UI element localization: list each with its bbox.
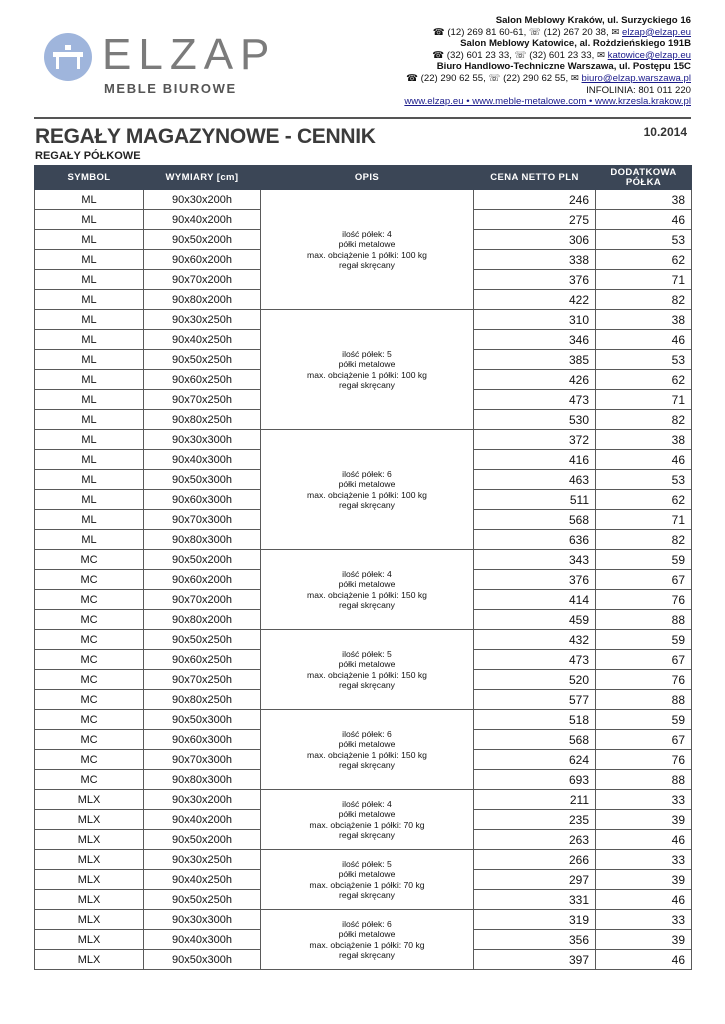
logo-wordmark: ELZAP [102, 30, 277, 79]
table-row [35, 790, 692, 810]
cell-dimensions: 90x60x300h [144, 730, 261, 750]
cell-net-price: 385 [474, 350, 596, 370]
cell-dimensions: 90x40x250h [144, 870, 261, 890]
cell-net-price: 266 [474, 850, 596, 870]
table-row [35, 190, 692, 210]
contact-text: ☎ (22) 290 62 55, ☏ (22) 290 62 55, ✉ [406, 72, 582, 84]
cell-symbol: MLX [35, 950, 144, 970]
cell-description [261, 630, 474, 710]
cell-symbol: MC [35, 590, 144, 610]
price-table [34, 165, 692, 970]
cell-dimensions: 90x50x200h [144, 830, 261, 850]
cell-symbol: MC [35, 670, 144, 690]
cell-net-price: 414 [474, 590, 596, 610]
cell-dimensions: 90x30x200h [144, 190, 261, 210]
cell-symbol: MC [35, 550, 144, 570]
cell-symbol: MC [35, 690, 144, 710]
cell-symbol: ML [35, 230, 144, 250]
cell-dimensions: 90x50x200h [144, 230, 261, 250]
cell-extra-shelf-price: 38 [596, 190, 692, 210]
section-subtitle: REGAŁY PÓŁKOWE [35, 150, 141, 162]
cell-symbol: ML [35, 410, 144, 430]
contact-line [331, 38, 691, 50]
cell-extra-shelf-price: 67 [596, 570, 692, 590]
cell-net-price: 372 [474, 430, 596, 450]
description-line: regał skręcany [339, 380, 395, 390]
cell-net-price: 518 [474, 710, 596, 730]
cell-symbol: MLX [35, 930, 144, 950]
cell-net-price: 422 [474, 290, 596, 310]
cell-net-price: 211 [474, 790, 596, 810]
cell-dimensions: 90x50x300h [144, 470, 261, 490]
table-row [35, 630, 692, 650]
cell-dimensions: 90x50x250h [144, 890, 261, 910]
cell-extra-shelf-price: 88 [596, 610, 692, 630]
table-row [35, 550, 692, 570]
cell-symbol: ML [35, 530, 144, 550]
contact-text: Salon Meblowy Kraków, ul. Surzyckiego 16 [495, 15, 691, 26]
cell-extra-shelf-price: 46 [596, 890, 692, 910]
cell-dimensions: 90x50x250h [144, 350, 261, 370]
description-line: ilość półek: 5 [342, 858, 392, 869]
cell-net-price: 459 [474, 610, 596, 630]
cell-dimensions: 90x80x300h [144, 530, 261, 550]
cell-description [261, 310, 474, 430]
cell-symbol: MLX [35, 830, 144, 850]
description-line: regał skręcany [339, 500, 395, 510]
description-line: max. obciążenie 1 półki: 150 kg [307, 749, 427, 760]
table-row [35, 910, 692, 930]
description-line: półki metalowe [338, 659, 396, 669]
cell-dimensions: 90x60x200h [144, 570, 261, 590]
cell-net-price: 297 [474, 870, 596, 890]
cell-extra-shelf-price: 71 [596, 510, 692, 530]
cell-symbol: MC [35, 710, 144, 730]
cell-net-price: 426 [474, 370, 596, 390]
cell-extra-shelf-price: 76 [596, 670, 692, 690]
cell-net-price: 397 [474, 950, 596, 970]
cell-extra-shelf-price: 62 [596, 250, 692, 270]
description-line: max. obciążenie 1 półki: 100 kg [307, 369, 427, 380]
cell-extra-shelf-price: 88 [596, 770, 692, 790]
cell-net-price: 636 [474, 530, 596, 550]
col-header-net-price: CENA NETTO PLN [474, 166, 596, 190]
contact-link[interactable]: biuro@elzap.warszawa.pl [581, 72, 691, 84]
cell-dimensions: 90x40x300h [144, 450, 261, 470]
cell-extra-shelf-price: 53 [596, 470, 692, 490]
cell-net-price: 306 [474, 230, 596, 250]
cell-symbol: ML [35, 450, 144, 470]
cell-extra-shelf-price: 38 [596, 310, 692, 330]
cell-extra-shelf-price: 33 [596, 850, 692, 870]
cell-net-price: 356 [474, 930, 596, 950]
description-line: półki metalowe [338, 479, 396, 489]
description-line: ilość półek: 6 [342, 918, 392, 929]
description-line: max. obciążenie 1 półki: 150 kg [307, 669, 427, 680]
cell-extra-shelf-price: 46 [596, 330, 692, 350]
cell-dimensions: 90x80x250h [144, 690, 261, 710]
cell-dimensions: 90x40x200h [144, 810, 261, 830]
cell-extra-shelf-price: 33 [596, 790, 692, 810]
description-line: max. obciążenie 1 półki: 70 kg [309, 819, 425, 830]
col-header-symbol: SYMBOL [35, 166, 144, 190]
cell-net-price: 432 [474, 630, 596, 650]
company-logo [44, 30, 277, 101]
cell-extra-shelf-price: 62 [596, 370, 692, 390]
cell-dimensions: 90x60x300h [144, 490, 261, 510]
contact-link[interactable]: www.elzap.eu • www.meble-metalowe.com • www.krzesla.krakow.pl [404, 96, 691, 108]
cell-symbol: ML [35, 270, 144, 290]
cell-net-price: 416 [474, 450, 596, 470]
cell-extra-shelf-price: 82 [596, 410, 692, 430]
cell-dimensions: 90x30x250h [144, 850, 261, 870]
cell-dimensions: 90x50x300h [144, 710, 261, 730]
description-line: regał skręcany [339, 890, 395, 900]
cell-extra-shelf-price: 39 [596, 870, 692, 890]
description-line: max. obciążenie 1 półki: 70 kg [309, 879, 425, 890]
cell-extra-shelf-price: 39 [596, 810, 692, 830]
cell-symbol: ML [35, 350, 144, 370]
contact-text: Salon Meblowy Katowice, al. Rożdzieńskiego 191B [460, 38, 691, 50]
cell-net-price: 331 [474, 890, 596, 910]
cell-net-price: 346 [474, 330, 596, 350]
cell-description [261, 850, 474, 910]
cell-net-price: 263 [474, 830, 596, 850]
cell-extra-shelf-price: 46 [596, 210, 692, 230]
contact-text: ☎ (12) 269 81 60-61, ☏ (12) 267 20 38, ✉ [432, 26, 623, 38]
cell-dimensions: 90x40x300h [144, 930, 261, 950]
logo-desk-icon [44, 33, 92, 81]
cell-net-price: 319 [474, 910, 596, 930]
cell-dimensions: 90x70x250h [144, 670, 261, 690]
cell-extra-shelf-price: 39 [596, 930, 692, 950]
cell-dimensions: 90x70x250h [144, 390, 261, 410]
table-row [35, 310, 692, 330]
cell-description [261, 190, 474, 310]
cell-net-price: 577 [474, 690, 596, 710]
cell-extra-shelf-price: 46 [596, 950, 692, 970]
contact-line [331, 85, 691, 97]
description-line: regał skręcany [339, 830, 395, 840]
cell-extra-shelf-price: 33 [596, 910, 692, 930]
cell-net-price: 530 [474, 410, 596, 430]
cell-dimensions: 90x50x250h [144, 630, 261, 650]
cell-dimensions: 90x30x200h [144, 790, 261, 810]
description-line: ilość półek: 4 [342, 228, 392, 239]
cell-symbol: MC [35, 610, 144, 630]
cell-net-price: 568 [474, 730, 596, 750]
cell-dimensions: 90x70x300h [144, 750, 261, 770]
cell-symbol: ML [35, 390, 144, 410]
cell-net-price: 376 [474, 270, 596, 290]
cell-extra-shelf-price: 76 [596, 750, 692, 770]
cell-symbol: MLX [35, 810, 144, 830]
cell-dimensions: 90x30x300h [144, 430, 261, 450]
contact-line [331, 61, 691, 73]
table-row [35, 850, 692, 870]
cell-net-price: 520 [474, 670, 596, 690]
contact-text: ☎ (32) 601 23 33, ☏ (32) 601 23 33, ✉ [432, 49, 608, 61]
cell-extra-shelf-price: 67 [596, 650, 692, 670]
cell-description [261, 550, 474, 630]
cell-net-price: 310 [474, 310, 596, 330]
cell-dimensions: 90x70x200h [144, 270, 261, 290]
contact-block [331, 15, 691, 108]
contact-line [331, 15, 691, 27]
contact-link[interactable]: elzap@elzap.eu [622, 26, 691, 38]
cell-description [261, 790, 474, 850]
cell-net-price: 235 [474, 810, 596, 830]
description-line: regał skręcany [339, 760, 395, 770]
cell-symbol: ML [35, 430, 144, 450]
description-line: max. obciążenie 1 półki: 100 kg [307, 489, 427, 500]
description-line: półki metalowe [338, 359, 396, 369]
cell-extra-shelf-price: 88 [596, 690, 692, 710]
cell-symbol: MLX [35, 910, 144, 930]
cell-net-price: 473 [474, 650, 596, 670]
cell-symbol: ML [35, 330, 144, 350]
cell-extra-shelf-price: 59 [596, 630, 692, 650]
cell-net-price: 463 [474, 470, 596, 490]
cell-extra-shelf-price: 62 [596, 490, 692, 510]
cell-symbol: MC [35, 650, 144, 670]
cell-symbol: MLX [35, 790, 144, 810]
cell-symbol: MC [35, 750, 144, 770]
cell-symbol: ML [35, 290, 144, 310]
col-header-description: OPIS [261, 166, 474, 190]
description-line: półki metalowe [338, 579, 396, 589]
cell-dimensions: 90x50x300h [144, 950, 261, 970]
cell-extra-shelf-price: 82 [596, 290, 692, 310]
description-line: max. obciążenie 1 półki: 150 kg [307, 589, 427, 600]
description-line: półki metalowe [338, 239, 396, 249]
cell-symbol: MC [35, 730, 144, 750]
cell-extra-shelf-price: 53 [596, 230, 692, 250]
cell-symbol: MLX [35, 890, 144, 910]
header-divider [34, 117, 691, 119]
description-line: regał skręcany [339, 950, 395, 960]
cell-symbol: ML [35, 470, 144, 490]
cell-dimensions: 90x80x250h [144, 410, 261, 430]
cell-dimensions: 90x60x250h [144, 370, 261, 390]
cell-symbol: MLX [35, 850, 144, 870]
cell-symbol: ML [35, 490, 144, 510]
cell-extra-shelf-price: 46 [596, 450, 692, 470]
cell-dimensions: 90x60x200h [144, 250, 261, 270]
description-line: regał skręcany [339, 680, 395, 690]
table-row [35, 430, 692, 450]
cell-extra-shelf-price: 71 [596, 270, 692, 290]
cell-net-price: 473 [474, 390, 596, 410]
cell-extra-shelf-price: 59 [596, 710, 692, 730]
cell-symbol: MC [35, 630, 144, 650]
description-line: max. obciążenie 1 półki: 70 kg [309, 939, 425, 950]
logo-tagline: MEBLE BIUROWE [104, 81, 237, 96]
description-line: ilość półek: 6 [342, 468, 392, 479]
contact-line[interactable] [331, 73, 691, 85]
contact-line[interactable] [331, 27, 691, 39]
description-line: ilość półek: 4 [342, 798, 392, 809]
cell-symbol: MC [35, 570, 144, 590]
description-line: ilość półek: 6 [342, 728, 392, 739]
cell-dimensions: 90x70x200h [144, 590, 261, 610]
cell-net-price: 511 [474, 490, 596, 510]
cell-extra-shelf-price: 82 [596, 530, 692, 550]
cell-dimensions: 90x40x250h [144, 330, 261, 350]
cell-net-price: 343 [474, 550, 596, 570]
cell-dimensions: 90x30x250h [144, 310, 261, 330]
cell-net-price: 338 [474, 250, 596, 270]
cell-extra-shelf-price: 59 [596, 550, 692, 570]
description-line: ilość półek: 5 [342, 348, 392, 359]
cell-extra-shelf-price: 71 [596, 390, 692, 410]
description-line: półki metalowe [338, 869, 396, 879]
page-title: REGAŁY MAGAZYNOWE - CENNIK [35, 125, 376, 148]
cell-net-price: 624 [474, 750, 596, 770]
contact-text: Biuro Handlowo-Techniczne Warszawa, ul. Postępu 15C [436, 61, 691, 73]
description-line: ilość półek: 5 [342, 648, 392, 659]
price-list-date: 10.2014 [643, 125, 687, 139]
description-line: ilość półek: 4 [342, 568, 392, 579]
cell-description [261, 910, 474, 970]
table-row [35, 710, 692, 730]
col-header-extra-shelf: DODATKOWA PÓŁKA [596, 166, 692, 190]
cell-symbol: ML [35, 510, 144, 530]
cell-net-price: 376 [474, 570, 596, 590]
description-line: półki metalowe [338, 809, 396, 819]
cell-symbol: MC [35, 770, 144, 790]
cell-dimensions: 90x40x200h [144, 210, 261, 230]
description-line: max. obciążenie 1 półki: 100 kg [307, 249, 427, 260]
cell-symbol: ML [35, 250, 144, 270]
cell-net-price: 275 [474, 210, 596, 230]
description-line: półki metalowe [338, 929, 396, 939]
col-header-dimensions: WYMIARY [cm] [144, 166, 261, 190]
cell-dimensions: 90x80x200h [144, 610, 261, 630]
cell-extra-shelf-price: 46 [596, 830, 692, 850]
description-line: półki metalowe [338, 739, 396, 749]
cell-extra-shelf-price: 53 [596, 350, 692, 370]
cell-description [261, 710, 474, 790]
cell-dimensions: 90x70x300h [144, 510, 261, 530]
cell-extra-shelf-price: 38 [596, 430, 692, 450]
cell-dimensions: 90x30x300h [144, 910, 261, 930]
cell-dimensions: 90x50x200h [144, 550, 261, 570]
description-line: regał skręcany [339, 260, 395, 270]
cell-dimensions: 90x80x200h [144, 290, 261, 310]
cell-net-price: 568 [474, 510, 596, 530]
cell-symbol: MLX [35, 870, 144, 890]
cell-extra-shelf-price: 67 [596, 730, 692, 750]
table-header-row [35, 166, 692, 190]
cell-net-price: 246 [474, 190, 596, 210]
cell-symbol: ML [35, 370, 144, 390]
contact-link[interactable]: katowice@elzap.eu [607, 49, 691, 61]
cell-dimensions: 90x80x300h [144, 770, 261, 790]
cell-extra-shelf-price: 76 [596, 590, 692, 610]
contact-line[interactable] [331, 50, 691, 62]
cell-symbol: ML [35, 190, 144, 210]
cell-net-price: 693 [474, 770, 596, 790]
contact-text: INFOLINIA: 801 011 220 [586, 84, 691, 96]
cell-symbol: ML [35, 310, 144, 330]
cell-symbol: ML [35, 210, 144, 230]
contact-line[interactable] [331, 96, 691, 108]
cell-dimensions: 90x60x250h [144, 650, 261, 670]
description-line: regał skręcany [339, 600, 395, 610]
cell-description [261, 430, 474, 550]
